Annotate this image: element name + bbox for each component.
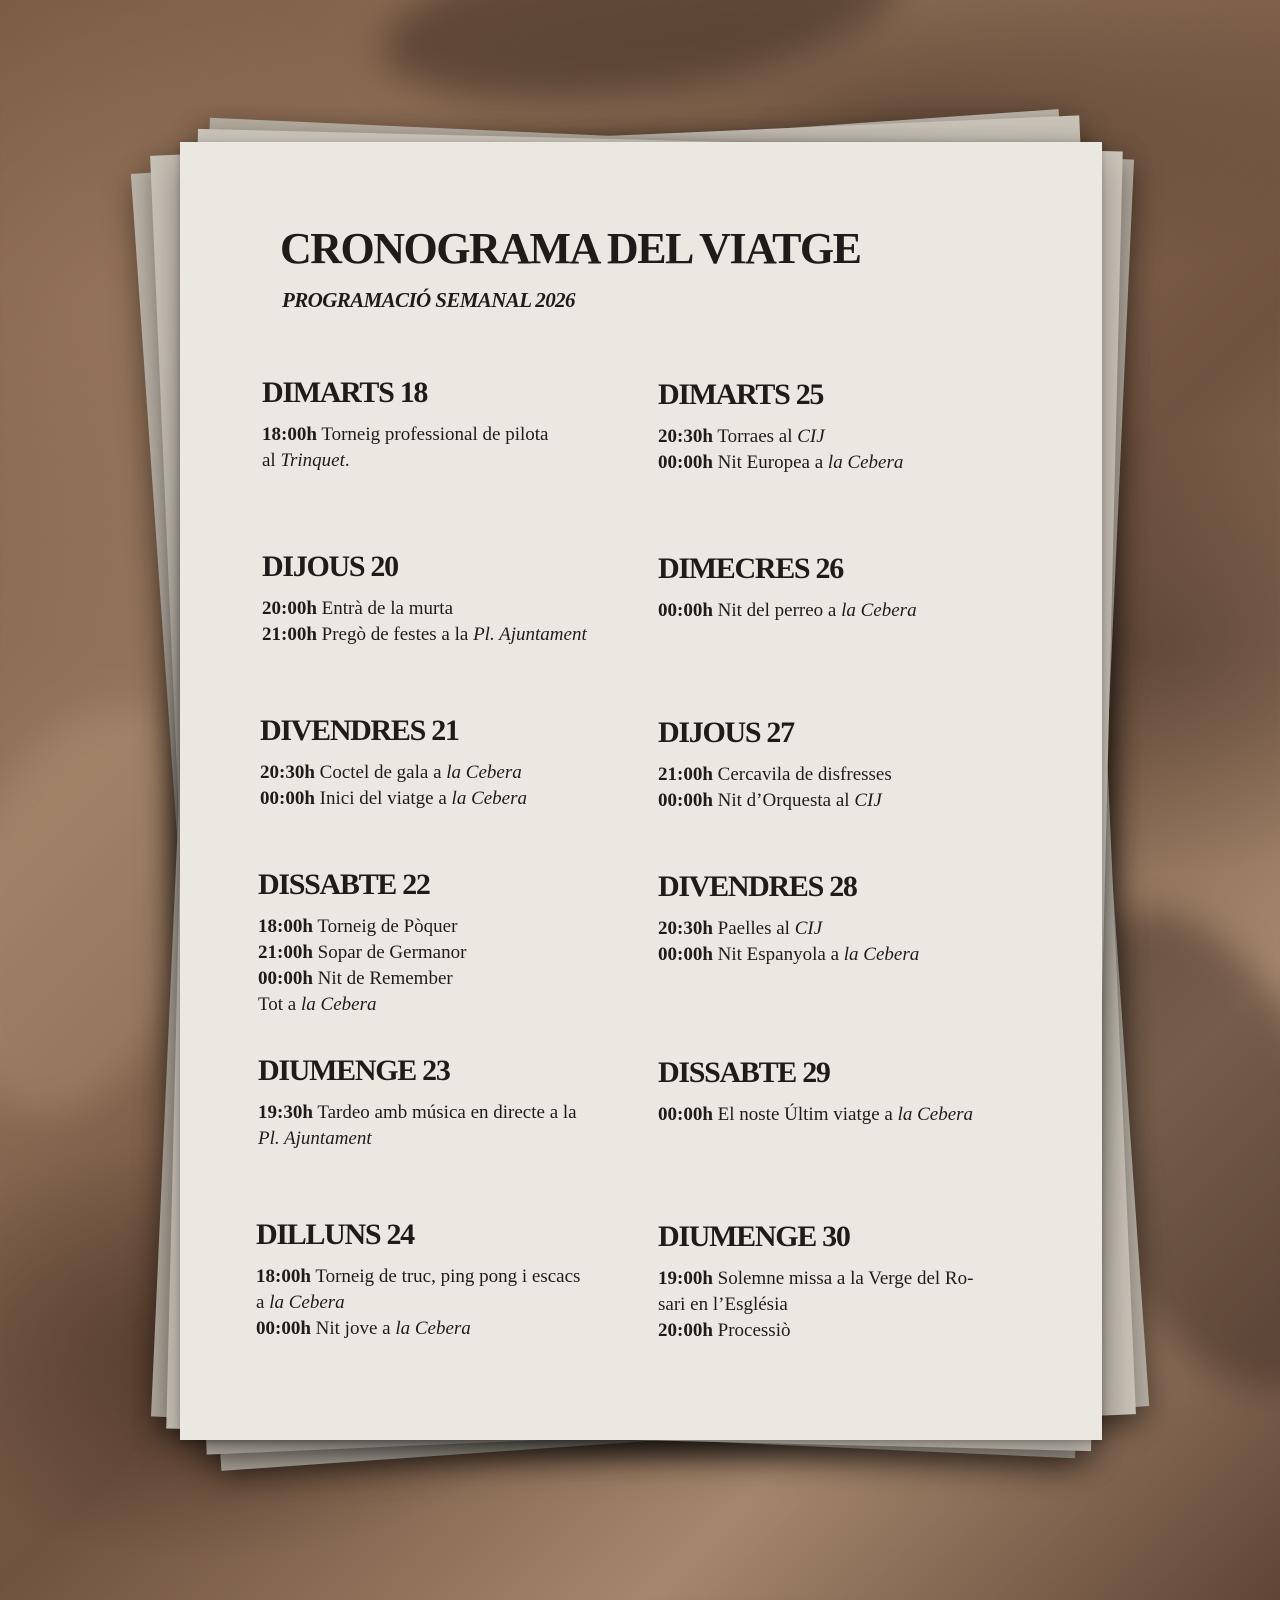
day-block [256, 1220, 656, 1342]
day-heading: DIUMENGE 23 [258, 1054, 450, 1087]
event-place: CIJ [794, 918, 823, 939]
event-text: Nit del perreo a [717, 600, 842, 621]
event-time: 00:00h [658, 944, 713, 965]
event-text: Paelles al [717, 918, 795, 939]
event-time: 20:00h [262, 598, 317, 619]
event-place: la Cebera [827, 452, 904, 473]
event-line [258, 914, 658, 940]
event-suffix: . [344, 450, 350, 471]
event-place: la Cebera [843, 944, 920, 965]
day-block [658, 872, 1058, 968]
event-time: 18:00h [256, 1266, 311, 1287]
event-text: Inici del viatge a [319, 788, 452, 809]
event-place: Pl. Ajuntament [258, 1128, 372, 1149]
day-heading: DIMARTS 25 [658, 378, 824, 411]
day-block [262, 552, 662, 648]
event-line [258, 1126, 658, 1152]
event-line [658, 598, 1058, 624]
day-block [258, 1056, 658, 1152]
document-subtitle: PROGRAMACIÓ SEMANAL 2026 [282, 288, 575, 312]
event-line [258, 966, 658, 992]
event-place: la Cebera [841, 600, 917, 621]
event-line [658, 1102, 1058, 1128]
event-text: El noste Últim viatge a [717, 1104, 898, 1125]
day-block [658, 554, 1058, 624]
event-line [258, 1100, 658, 1126]
day-heading: DIMECRES 26 [658, 552, 843, 585]
event-text: al [262, 450, 281, 471]
day-heading: DILLUNS 24 [256, 1218, 414, 1251]
event-time: 00:00h [260, 788, 315, 809]
event-time: 00:00h [658, 600, 713, 621]
day-block [258, 870, 658, 1018]
event-line [658, 788, 1058, 814]
event-place: la Cebera [301, 994, 377, 1015]
event-text: Cercavila de disfresses [717, 764, 892, 785]
day-heading: DIJOUS 27 [658, 716, 794, 749]
event-text: Nit jove a [315, 1318, 396, 1339]
event-time: 18:00h [262, 424, 317, 445]
event-line [258, 992, 658, 1018]
day-heading: DISSABTE 29 [658, 1056, 830, 1089]
day-block [260, 716, 660, 812]
document-title: CRONOGRAMA DEL VIATGE [280, 224, 861, 273]
event-line [258, 940, 658, 966]
event-text: sari en l’Església [658, 1294, 788, 1315]
event-place: la Cebera [446, 762, 522, 783]
event-time: 21:00h [262, 624, 317, 645]
event-line [262, 622, 662, 648]
event-time: 20:30h [658, 426, 713, 447]
event-line [658, 942, 1058, 968]
event-line [260, 786, 660, 812]
event-line [256, 1290, 656, 1316]
event-place: CIJ [797, 426, 825, 447]
day-heading: DIVENDRES 21 [260, 714, 459, 747]
event-line [256, 1264, 656, 1290]
event-text: Nit de Remember [317, 968, 453, 989]
event-time: 21:00h [258, 942, 313, 963]
event-text: Nit d’Orquesta al [717, 790, 855, 811]
event-text: Solemne missa a la Verge del Ro- [717, 1268, 974, 1289]
event-place: la Cebera [395, 1318, 471, 1339]
event-time: 21:00h [658, 764, 713, 785]
event-text: Entrà de la murta [321, 598, 454, 619]
event-time: 18:00h [258, 916, 313, 937]
event-time: 20:30h [658, 918, 713, 939]
event-text: Pregò de festes a la [321, 624, 474, 645]
event-line [260, 760, 660, 786]
day-heading: DIMARTS 18 [262, 376, 428, 409]
event-line [256, 1316, 656, 1342]
day-block [262, 378, 662, 474]
event-line [658, 762, 1058, 788]
event-place: Pl. Ajuntament [473, 624, 587, 645]
event-text: Tardeo amb música en directe a la [317, 1102, 577, 1123]
event-line [262, 596, 662, 622]
event-time: 00:00h [258, 968, 313, 989]
event-time: 00:00h [658, 1104, 713, 1125]
event-place: la Cebera [269, 1292, 345, 1313]
day-block [658, 718, 1058, 814]
event-place: la Cebera [451, 788, 528, 809]
event-time: 00:00h [256, 1318, 311, 1339]
event-text: Coctel de gala a [319, 762, 447, 783]
event-place: CIJ [854, 790, 882, 811]
day-heading: DIJOUS 20 [262, 550, 398, 583]
event-line [658, 424, 1058, 450]
event-line [658, 1292, 1058, 1318]
background-shadow [372, 0, 908, 125]
event-line [658, 1318, 1058, 1344]
event-time: 19:30h [258, 1102, 313, 1123]
event-text: Torraes al [717, 426, 798, 447]
event-text: Tot a [258, 994, 301, 1015]
event-text: Torneig de truc, ping pong i escacs [315, 1266, 581, 1287]
event-line [658, 1266, 1058, 1292]
day-block [658, 1058, 1058, 1128]
schedule-sheet [180, 142, 1102, 1440]
event-text: a [256, 1292, 270, 1313]
event-text: Nit Espanyola a [717, 944, 844, 965]
event-place: la Cebera [897, 1104, 974, 1125]
day-heading: DISSABTE 22 [258, 868, 430, 901]
event-text: Torneig professional de pilota [321, 424, 549, 445]
event-line [658, 450, 1058, 476]
event-line [262, 422, 662, 448]
event-time: 20:00h [658, 1320, 713, 1341]
event-text: Torneig de Pòquer [317, 916, 458, 937]
day-heading: DIVENDRES 28 [658, 870, 857, 903]
event-time: 20:30h [260, 762, 315, 783]
event-text: Processiò [717, 1320, 791, 1341]
event-text: Nit Europea a [717, 452, 828, 473]
event-time: 00:00h [658, 790, 713, 811]
event-time: 19:00h [658, 1268, 713, 1289]
event-line [262, 448, 662, 474]
event-time: 00:00h [658, 452, 713, 473]
day-block [658, 1222, 1058, 1344]
day-block [658, 380, 1058, 476]
event-text: Sopar de Germanor [317, 942, 467, 963]
event-line [658, 916, 1058, 942]
day-heading: DIUMENGE 30 [658, 1220, 850, 1253]
event-place: Trinquet [280, 450, 345, 471]
